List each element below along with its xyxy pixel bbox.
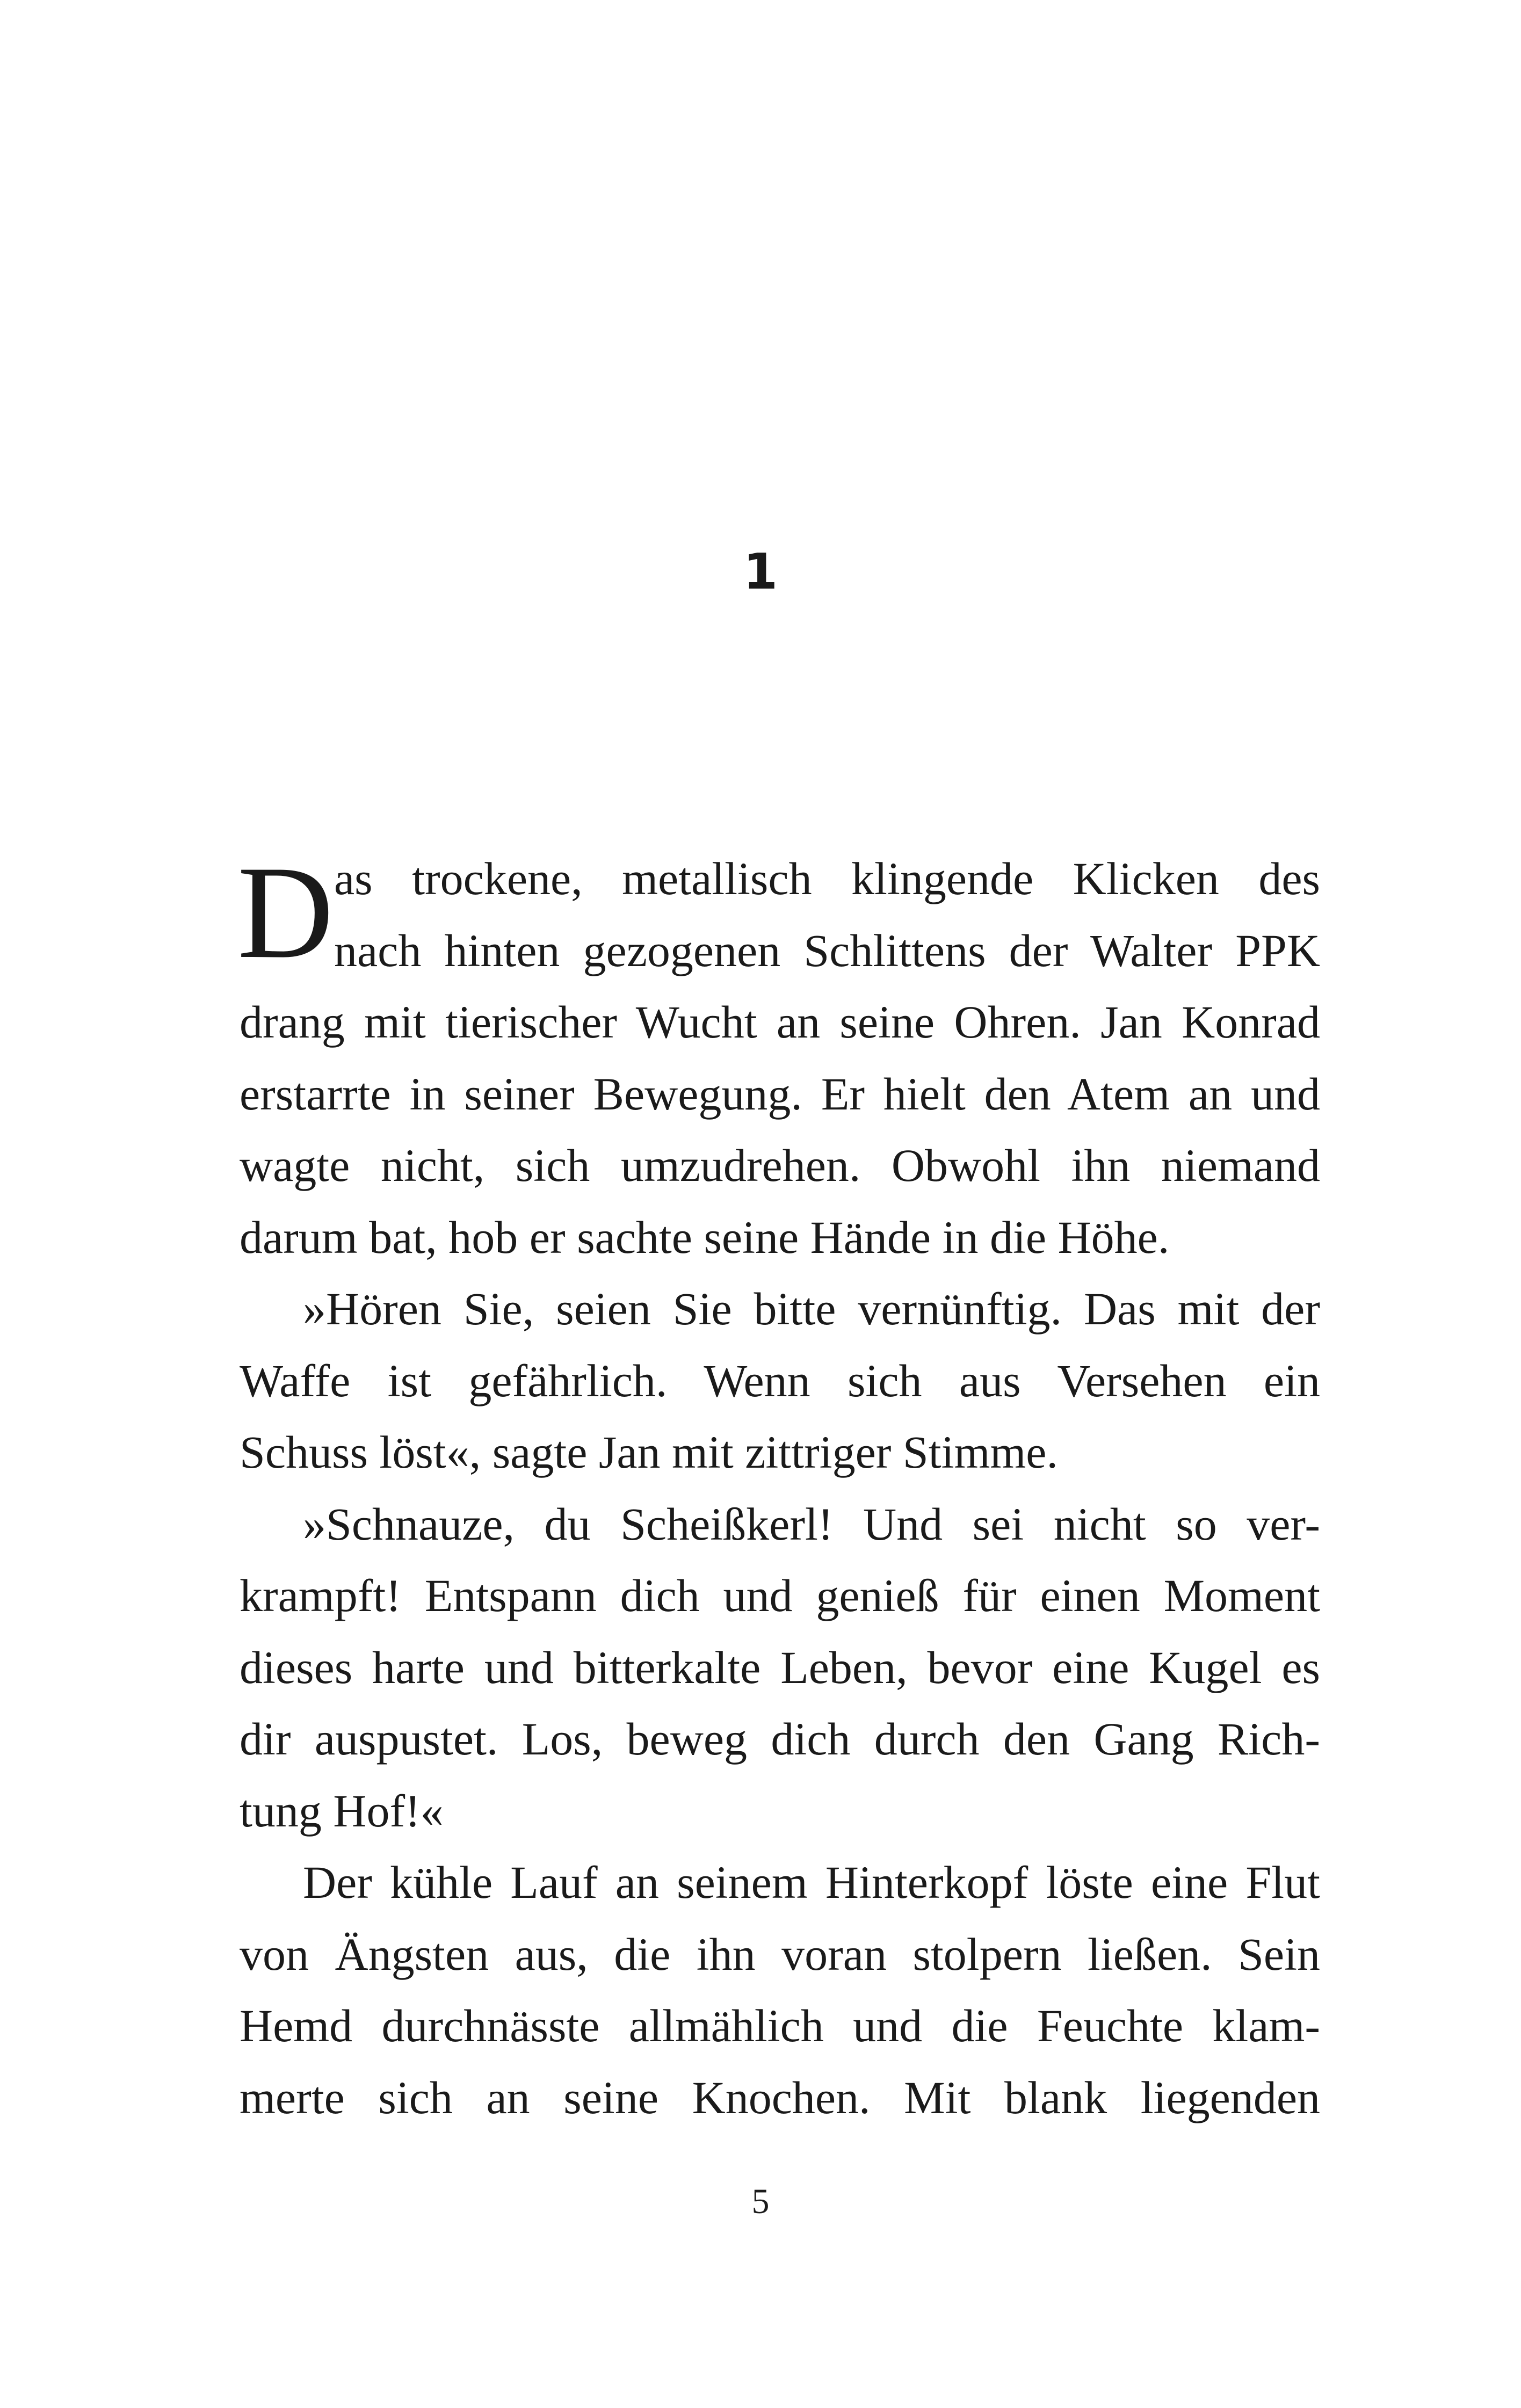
text-line: »Hören Sie, seien Sie bitte vernünftig. Das mit der (303, 1283, 1320, 1334)
text-line: Waffe ist gefährlich. Wenn sich aus Versehen ein (240, 1354, 1320, 1406)
text-line: Hemd durchnässte allmählich und die Feuchte klam- (240, 2000, 1320, 2051)
body-text (237, 838, 1320, 2134)
text-line: drang mit tierischer Wucht an seine Ohren. Jan Konrad (240, 996, 1320, 1048)
text-line: »Schnauze, du Scheißkerl! Und sei nicht so ver- (303, 1498, 1320, 1550)
paragraph-1 (237, 838, 1320, 1273)
text-line: dieses harte und bitterkalte Leben, bevor eine Kugel es (240, 1641, 1320, 1693)
text-line: Schuss löst«, sagte Jan mit zittriger Stimme. (240, 1426, 1058, 1478)
text-line: darum bat, hob er sachte seine Hände in die Höhe. (240, 1211, 1170, 1263)
text-line: as trockene, metallisch klingende Klicken des (334, 853, 1320, 904)
text-line: krampft! Entspann dich und genieß für einen Moment (240, 1570, 1320, 1621)
text-line: wagte nicht, sich umzudrehen. Obwohl ihn niemand (240, 1140, 1320, 1191)
text-line: dir auspustet. Los, beweg dich durch den Gang Rich- (240, 1713, 1320, 1765)
page-number: 5 (751, 2182, 770, 2221)
chapter-number: 1 (743, 543, 778, 600)
drop-cap: D (237, 838, 334, 986)
paragraph-2 (240, 1273, 1320, 1489)
text-line: nach hinten gezogenen Schlittens der Walter PPK (334, 924, 1320, 976)
paragraph-4 (240, 1847, 1320, 2134)
text-line: merte sich an seine Knochen. Mit blank liegenden (240, 2071, 1320, 2123)
text-line: erstarrte in seiner Bewegung. Er hielt den Atem an und (240, 1068, 1320, 1120)
paragraph-3 (240, 1489, 1320, 1847)
text-line: tung Hof!« (240, 1785, 444, 1837)
text-line: Der kühle Lauf an seinem Hinterkopf löste eine Flut (303, 1856, 1320, 1908)
text-line: von Ängsten aus, die ihn voran stolpern ließen. Sein (240, 1928, 1320, 1980)
